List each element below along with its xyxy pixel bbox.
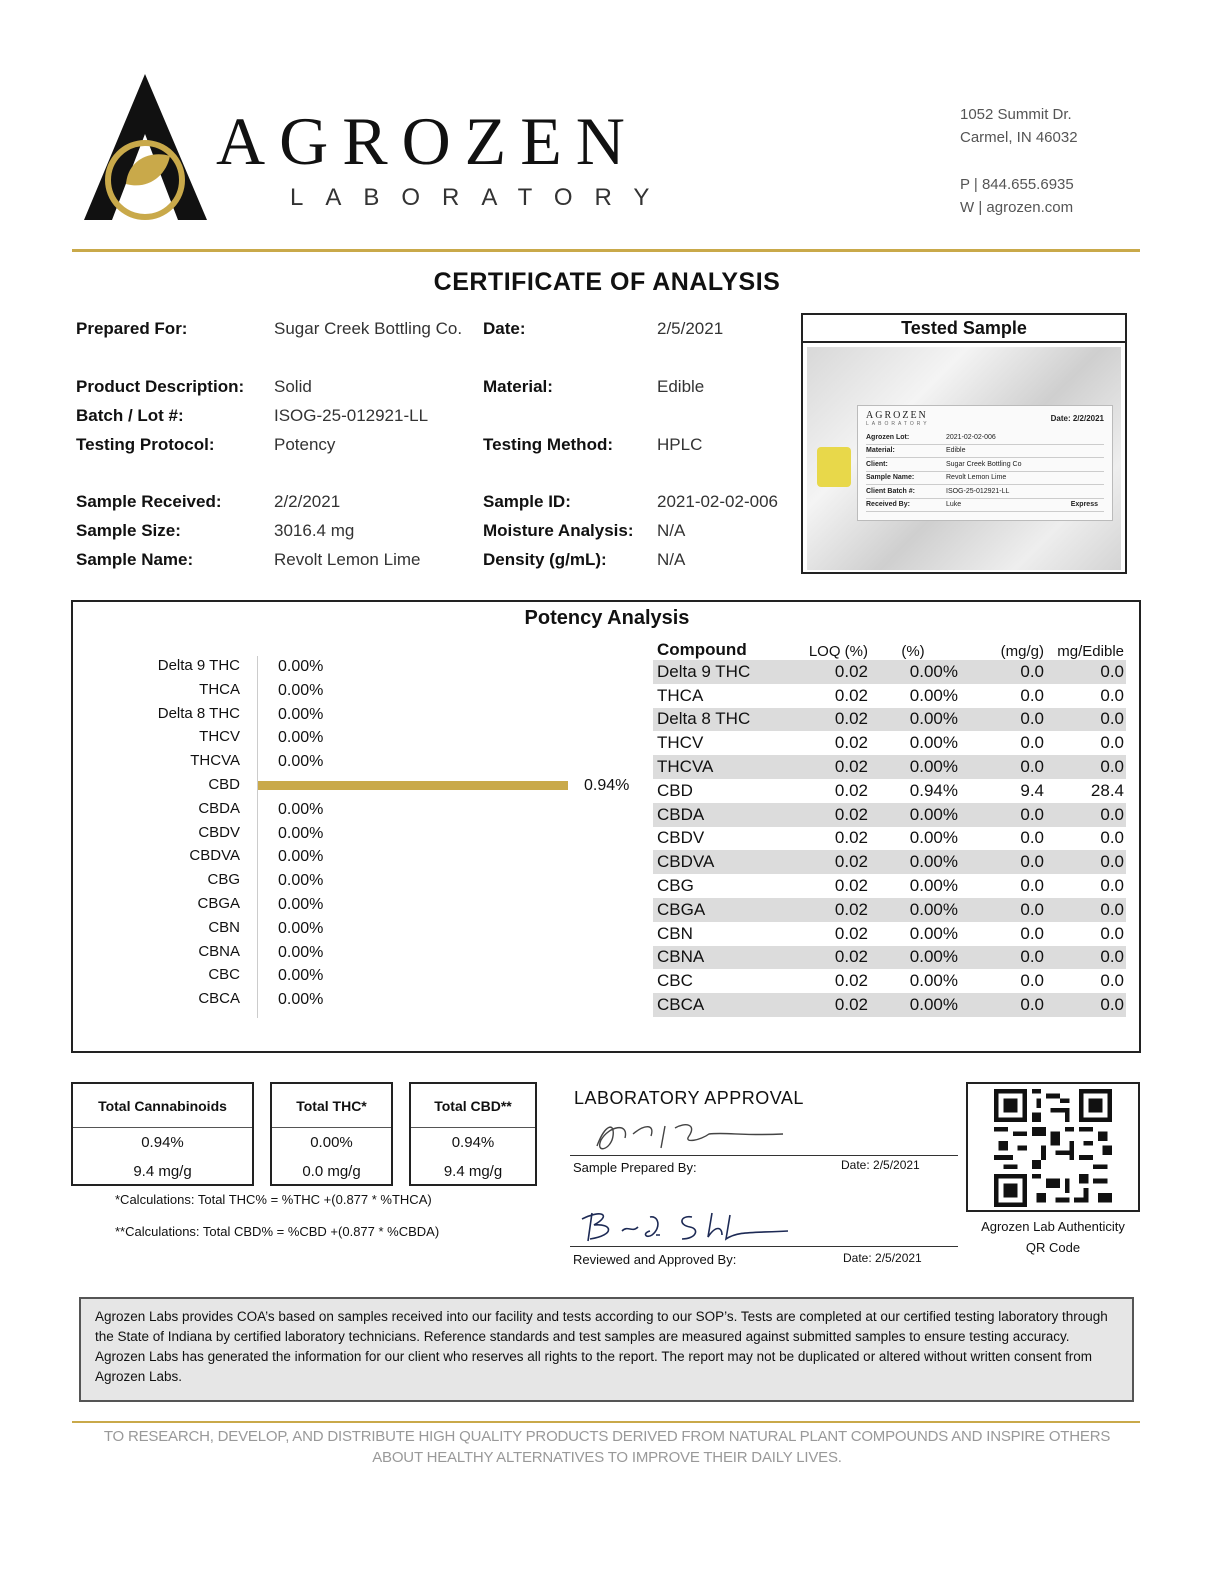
bar-label: CBN xyxy=(208,918,240,936)
product-desc-label: Product Description: xyxy=(76,377,245,396)
qr-caption xyxy=(966,1216,1140,1258)
label-sub: LABORATORY xyxy=(866,421,930,427)
bar-label: CBCA xyxy=(198,990,240,1008)
potency-bar-chart xyxy=(100,656,640,1026)
cell-compound: THCVA xyxy=(657,757,714,777)
cell-loq: 0.02 xyxy=(834,685,868,705)
moisture-label: Moisture Analysis: xyxy=(483,521,634,540)
cell-loq: 0.02 xyxy=(834,733,868,753)
cell-compound: CBDVA xyxy=(657,852,715,872)
batch-value: ISOG-25-012921-LL xyxy=(274,406,429,425)
bar-value-label: 0.00% xyxy=(278,872,324,890)
col-mge: mg/Edible xyxy=(1057,643,1124,660)
cell-mgg: 9.4 xyxy=(1020,780,1044,800)
batch-label: Batch / Lot #: xyxy=(76,406,184,425)
sample-id-label: Sample ID: xyxy=(483,492,571,511)
bar-value-label: 0.00% xyxy=(278,848,324,866)
qr-caption-2: QR Code xyxy=(1025,1240,1081,1255)
bar-value-label: 0.00% xyxy=(278,967,324,985)
bar-label: CBNA xyxy=(198,942,240,960)
table-row xyxy=(653,850,1126,874)
date-label: Date: xyxy=(483,319,526,338)
cell-mge: 0.0 xyxy=(1100,995,1124,1015)
label-row-value: Luke xyxy=(946,501,962,509)
label-brand: AGROZEN xyxy=(866,410,928,421)
cell-pct: 0.00% xyxy=(909,709,958,729)
label-row-value: ISOG-25-012921-LL xyxy=(946,487,1010,495)
cell-mge: 0.0 xyxy=(1100,661,1124,681)
cell-compound: CBD xyxy=(657,780,693,800)
bar-label: THCA xyxy=(199,680,240,698)
label-row xyxy=(866,499,1104,513)
cell-pct: 0.00% xyxy=(909,661,958,681)
bar-label: Delta 8 THC xyxy=(157,704,240,722)
cell-compound: CBN xyxy=(657,923,693,943)
label-row xyxy=(866,485,1104,499)
table-row xyxy=(653,803,1126,827)
cell-mgg: 0.0 xyxy=(1020,661,1044,681)
received-label: Sample Received: xyxy=(76,492,222,511)
sample-edible xyxy=(817,447,851,487)
bar-label: CBG xyxy=(207,871,240,889)
reviewed-date: Date: 2/5/2021 xyxy=(843,1251,922,1265)
size-label: Sample Size: xyxy=(76,521,181,540)
label-row-key: Material: xyxy=(866,447,895,455)
table-row xyxy=(653,898,1126,922)
cell-loq: 0.02 xyxy=(834,899,868,919)
table-row xyxy=(653,708,1126,732)
total-cbd-pct: 0.94% xyxy=(451,1134,495,1151)
cell-pct: 0.00% xyxy=(909,899,958,919)
cell-mge: 0.0 xyxy=(1100,733,1124,753)
signature-prepared xyxy=(585,1116,785,1156)
label-row-value: Sugar Creek Bottling Co xyxy=(946,460,1022,468)
cell-mge: 0.0 xyxy=(1100,971,1124,991)
col-loq: LOQ (%) xyxy=(808,643,868,660)
received-value: 2/2/2021 xyxy=(274,492,341,511)
protocol-value: Potency xyxy=(274,435,336,454)
label-row-key: Agrozen Lot: xyxy=(866,433,910,441)
cell-pct: 0.00% xyxy=(909,995,958,1015)
bar-value-label: 0.00% xyxy=(278,681,324,699)
cell-pct: 0.00% xyxy=(909,971,958,991)
cell-compound: Delta 8 THC xyxy=(657,709,751,729)
total-cannabinoids-mg: 9.4 mg/g xyxy=(133,1163,192,1180)
bar-label: CBGA xyxy=(197,895,240,912)
cell-compound: THCV xyxy=(657,733,704,753)
bar-label: CBD xyxy=(208,776,240,793)
cell-loq: 0.02 xyxy=(834,661,868,681)
cell-loq: 0.02 xyxy=(834,995,868,1015)
label-row xyxy=(866,458,1104,472)
website[interactable]: W | agrozen.com xyxy=(960,199,1074,216)
size-value: 3016.4 mg xyxy=(274,521,355,540)
footer-rule xyxy=(72,1421,1140,1423)
cell-mge: 0.0 xyxy=(1100,685,1124,705)
cell-compound: CBDV xyxy=(657,828,705,848)
total-cannabinoids-box xyxy=(71,1082,254,1186)
qr-code-icon[interactable] xyxy=(993,1089,1113,1207)
logo-mark xyxy=(78,72,213,222)
bar-value-label: 0.00% xyxy=(278,991,324,1009)
cell-compound: THCA xyxy=(657,685,704,705)
cell-compound: CBCA xyxy=(657,995,705,1015)
cell-loq: 0.02 xyxy=(834,709,868,729)
address-line-2: Carmel, IN 46032 xyxy=(960,129,1078,146)
bar-label: CBC xyxy=(208,966,240,984)
cell-loq: 0.02 xyxy=(834,757,868,777)
prepared-for-value: Sugar Creek Bottling Co. xyxy=(274,319,463,338)
bar-label: CBDV xyxy=(198,823,240,841)
density-label: Density (g/mL): xyxy=(483,550,607,569)
phone: P | 844.655.6935 xyxy=(960,176,1074,193)
chart-axis xyxy=(257,656,258,1018)
signature-reviewed xyxy=(572,1205,792,1247)
cell-mge: 0.0 xyxy=(1100,828,1124,848)
col-pct: (%) xyxy=(901,643,925,660)
cell-loq: 0.02 xyxy=(834,852,868,872)
cell-loq: 0.02 xyxy=(834,971,868,991)
cell-pct: 0.00% xyxy=(909,804,958,824)
bar-label: CBDA xyxy=(198,799,240,817)
method-value: HPLC xyxy=(657,435,703,454)
bar-value-label: 0.00% xyxy=(278,919,324,937)
bar-value-label: 0.00% xyxy=(278,705,324,723)
table-row xyxy=(653,993,1126,1017)
address-block xyxy=(960,103,1078,219)
cell-loq: 0.02 xyxy=(834,923,868,943)
cell-mgg: 0.0 xyxy=(1020,733,1044,753)
cell-loq: 0.02 xyxy=(834,876,868,896)
cell-pct: 0.00% xyxy=(909,947,958,967)
table-row xyxy=(653,660,1126,684)
qr-caption-1: Agrozen Lab Authenticity xyxy=(981,1219,1125,1234)
table-row xyxy=(653,755,1126,779)
cell-pct: 0.94% xyxy=(909,780,958,800)
cell-mgg: 0.0 xyxy=(1020,876,1044,896)
label-date: Date: 2/2/2021 xyxy=(1050,414,1104,423)
cell-pct: 0.00% xyxy=(909,923,958,943)
label-row-value: 2021-02-02-006 xyxy=(946,433,996,441)
label-row-key: Client: xyxy=(866,460,888,468)
cell-mgg: 0.0 xyxy=(1020,828,1044,848)
page-title: CERTIFICATE OF ANALYSIS xyxy=(433,268,781,296)
calc-cbd: **Calculations: Total CBD% = %CBD +(0.877 * %CBDA) xyxy=(115,1224,440,1239)
total-thc-pct: 0.00% xyxy=(310,1134,353,1151)
total-cbd-label: Total CBD** xyxy=(411,1084,535,1128)
density-value: N/A xyxy=(657,550,686,569)
cell-compound: CBC xyxy=(657,971,693,991)
logo-wordmark: AGROZEN xyxy=(216,103,639,179)
bar-value-label: 0.00% xyxy=(278,658,324,675)
bar-value-label: 0.00% xyxy=(278,753,324,771)
table-row xyxy=(653,874,1126,898)
cell-mge: 0.0 xyxy=(1100,876,1124,896)
sample-photo xyxy=(807,347,1121,570)
cell-mge: 0.0 xyxy=(1100,852,1124,872)
cell-pct: 0.00% xyxy=(909,876,958,896)
table-row xyxy=(653,731,1126,755)
date-value: 2/5/2021 xyxy=(657,319,724,338)
table-body xyxy=(653,660,1126,1017)
cell-loq: 0.02 xyxy=(834,780,868,800)
reviewed-by-label: Reviewed and Approved By: xyxy=(573,1252,737,1267)
cell-mgg: 0.0 xyxy=(1020,899,1044,919)
cell-mgg: 0.0 xyxy=(1020,995,1044,1015)
bar-value-label: 0.00% xyxy=(278,896,324,913)
sample-id-value: 2021-02-02-006 xyxy=(657,492,778,511)
cell-compound: CBNA xyxy=(657,947,705,967)
logo-subtitle: LABORATORY xyxy=(290,184,672,211)
protocol-label: Testing Protocol: xyxy=(76,435,215,454)
bar-value-label: 0.00% xyxy=(278,800,324,818)
cell-mgg: 0.0 xyxy=(1020,971,1044,991)
total-cannabinoids-label: Total Cannabinoids xyxy=(73,1084,252,1128)
cell-compound: CBDA xyxy=(657,804,705,824)
moisture-value: N/A xyxy=(657,521,686,540)
cell-mge: 0.0 xyxy=(1100,804,1124,824)
tested-sample-box xyxy=(801,313,1127,574)
disclaimer: Agrozen Labs provides COA’s based on samples received into our facility and tests according to our SOP’s. Tests are completed at our certified testing laboratory through the State of Indiana by certified laboratory technicians. Reference standards and test samples are measured against submitted samples to ensure testing accuracy. Agrozen Labs has generated the information for our client who reserves all rights to the report. The report may not be duplicated or altered without written consent from Agrozen Labs. xyxy=(79,1297,1134,1402)
bar-label: THCVA xyxy=(190,752,240,770)
sample-name-label: Sample Name: xyxy=(76,550,194,569)
table-row xyxy=(653,946,1126,970)
label-row-key: Sample Name: xyxy=(866,474,915,482)
cell-mge: 0.0 xyxy=(1100,899,1124,919)
cell-pct: 0.00% xyxy=(909,685,958,705)
sample-name-value: Revolt Lemon Lime xyxy=(274,550,421,569)
total-cbd-box xyxy=(409,1082,537,1186)
footer-line-1: TO RESEARCH, DEVELOP, AND DISTRIBUTE HIGH QUALITY PRODUCTS DERIVED FROM NATURAL PLANT COMPOUNDS AND INSPIRE OTHERS xyxy=(103,1428,1111,1445)
footer-line-2: ABOUT HEALTHY ALTERNATIVES TO IMPROVE THEIR DAILY LIVES. xyxy=(372,1449,842,1466)
cell-mgg: 0.0 xyxy=(1020,947,1044,967)
total-thc-box xyxy=(270,1082,393,1186)
material-label: Material: xyxy=(483,377,553,396)
label-row-key: Received By: xyxy=(866,501,910,509)
cell-pct: 0.00% xyxy=(909,733,958,753)
cell-loq: 0.02 xyxy=(834,804,868,824)
col-mgg: (mg/g) xyxy=(1000,643,1044,660)
label-express: Express xyxy=(1070,501,1098,509)
table-row xyxy=(653,684,1126,708)
cell-compound: CBG xyxy=(657,876,694,896)
potency-table xyxy=(653,636,1126,1017)
cell-mgg: 0.0 xyxy=(1020,923,1044,943)
bar-value-label: 0.94% xyxy=(584,777,630,794)
product-desc-value: Solid xyxy=(274,377,312,396)
table-header xyxy=(653,636,1126,660)
prepared-date: Date: 2/5/2021 xyxy=(841,1158,920,1172)
bar-value-label: 0.00% xyxy=(278,943,324,961)
cell-mgg: 0.0 xyxy=(1020,709,1044,729)
label-row xyxy=(866,431,1104,445)
label-row xyxy=(866,445,1104,459)
method-label: Testing Method: xyxy=(483,435,613,454)
cell-mge: 0.0 xyxy=(1100,709,1124,729)
table-row xyxy=(653,922,1126,946)
label-row xyxy=(866,472,1104,486)
bar-label: THCV xyxy=(199,728,240,746)
cell-compound: CBGA xyxy=(657,899,706,919)
cell-mgg: 0.0 xyxy=(1020,685,1044,705)
material-value: Edible xyxy=(657,377,705,396)
prepared-by-label: Sample Prepared By: xyxy=(573,1160,697,1175)
cell-loq: 0.02 xyxy=(834,947,868,967)
cell-mge: 0.0 xyxy=(1100,923,1124,943)
cell-pct: 0.00% xyxy=(909,757,958,777)
label-row-value: Edible xyxy=(946,447,966,455)
cell-mge: 0.0 xyxy=(1100,947,1124,967)
table-row xyxy=(653,969,1126,993)
address-line-1: 1052 Summit Dr. xyxy=(960,106,1072,123)
label-rows xyxy=(866,431,1104,512)
cell-pct: 0.00% xyxy=(909,852,958,872)
cell-mge: 0.0 xyxy=(1100,757,1124,777)
label-row-key: Client Batch #: xyxy=(866,487,916,495)
cell-mgg: 0.0 xyxy=(1020,804,1044,824)
potency-title: Potency Analysis xyxy=(524,607,690,629)
table-row xyxy=(653,779,1126,803)
sample-label-card xyxy=(857,405,1113,521)
approval-rule-1 xyxy=(570,1155,958,1156)
bar-value-label: 0.00% xyxy=(278,824,324,842)
total-cannabinoids-pct: 0.94% xyxy=(141,1134,184,1151)
total-thc-mg: 0.0 mg/g xyxy=(302,1163,361,1180)
total-cbd-mg: 9.4 mg/g xyxy=(443,1163,503,1180)
bar-label: Delta 9 THC xyxy=(157,657,240,674)
total-thc-label: Total THC* xyxy=(272,1084,391,1128)
cell-pct: 0.00% xyxy=(909,828,958,848)
cell-mge: 28.4 xyxy=(1090,780,1124,800)
prepared-for-label: Prepared For: xyxy=(76,319,188,338)
bar-value-label: 0.00% xyxy=(278,729,324,747)
tested-sample-title: Tested Sample xyxy=(803,315,1125,343)
cell-compound: Delta 9 THC xyxy=(657,661,751,681)
header-rule xyxy=(72,249,1140,252)
approval-rule-2 xyxy=(570,1246,958,1247)
bar xyxy=(258,781,568,790)
qr-box xyxy=(966,1082,1140,1212)
approval-title: LABORATORY APPROVAL xyxy=(574,1088,804,1108)
calc-thc: *Calculations: Total THC% = %THC +(0.877 * %THCA) xyxy=(115,1192,432,1207)
cell-loq: 0.02 xyxy=(834,828,868,848)
cell-mgg: 0.0 xyxy=(1020,757,1044,777)
cell-mgg: 0.0 xyxy=(1020,852,1044,872)
col-compound: Compound xyxy=(657,640,747,659)
label-row-value: Revolt Lemon Lime xyxy=(946,474,1007,482)
table-row xyxy=(653,827,1126,851)
bar-label: CBDVA xyxy=(189,847,240,865)
